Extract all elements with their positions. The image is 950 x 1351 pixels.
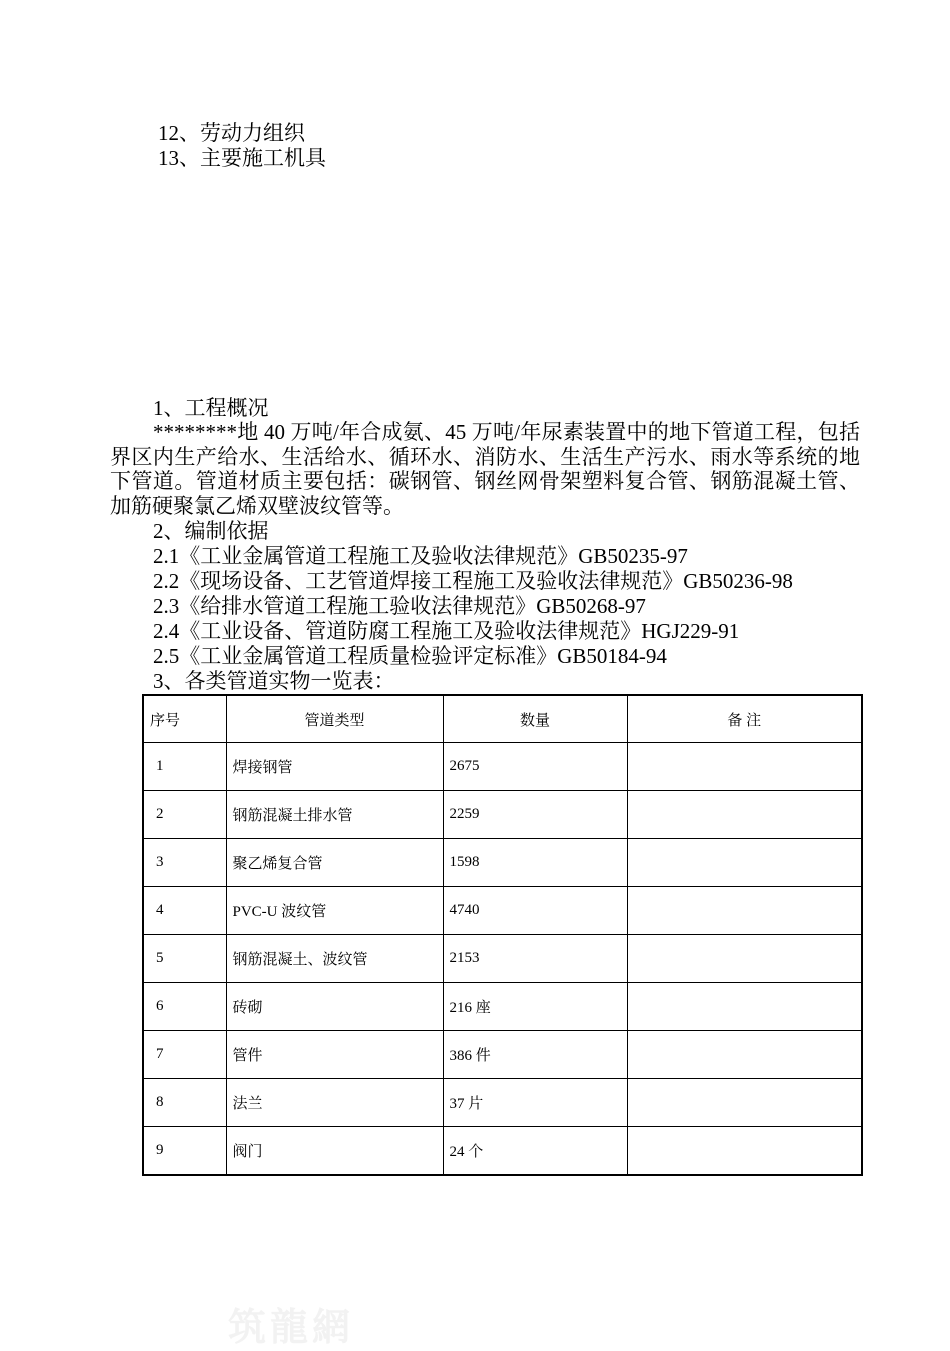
- cell-pipe-type: 钢筋混凝土排水管: [226, 791, 443, 839]
- cell-quantity: 2675: [443, 743, 627, 791]
- reference-2-2: 2.2《现场设备、工艺管道焊接工程施工及验收法律规范》GB50236-98: [153, 569, 793, 593]
- cell-index: 1: [143, 743, 226, 791]
- cell-remarks: [627, 791, 862, 839]
- header-quantity: 数量: [443, 695, 627, 743]
- reference-2-5: 2.5《工业金属管道工程质量检验评定标准》GB50184-94: [153, 644, 667, 668]
- reference-2-3: 2.3《给排水管道工程施工验收法律规范》GB50268-97: [153, 594, 646, 618]
- cell-pipe-type: 钢筋混凝土、波纹管: [226, 935, 443, 983]
- cell-remarks: [627, 743, 862, 791]
- cell-remarks: [627, 1079, 862, 1127]
- cell-index: 7: [143, 1031, 226, 1079]
- cell-pipe-type: 焊接钢管: [226, 743, 443, 791]
- pipe-inventory-table: [142, 694, 863, 1176]
- reference-2-4: 2.4《工业设备、管道防腐工程施工及验收法律规范》HGJ229-91: [153, 619, 740, 643]
- reference-2-1: 2.1《工业金属管道工程施工及验收法律规范》GB50235-97: [153, 544, 688, 568]
- toc-item-13: 13、主要施工机具: [158, 146, 326, 170]
- table-row: [143, 935, 862, 983]
- watermark-logo: 筑龍網: [228, 1307, 355, 1349]
- cell-remarks: [627, 1127, 862, 1176]
- cell-pipe-type: 聚乙烯复合管: [226, 839, 443, 887]
- cell-index: 6: [143, 983, 226, 1031]
- header-index: 序号: [143, 695, 226, 743]
- cell-quantity: 37 片: [443, 1079, 627, 1127]
- header-remarks: 备 注: [627, 695, 862, 743]
- cell-index: 2: [143, 791, 226, 839]
- cell-index: 5: [143, 935, 226, 983]
- table-row: [143, 743, 862, 791]
- cell-quantity: 24 个: [443, 1127, 627, 1176]
- table-row: [143, 1031, 862, 1079]
- table-row: [143, 887, 862, 935]
- table-row: [143, 1127, 862, 1176]
- cell-quantity: 216 座: [443, 983, 627, 1031]
- header-pipe-type: 管道类型: [226, 695, 443, 743]
- section-1-body: ********地 40 万吨/年合成氨、45 万吨/年尿素装置中的地下管道工程，包括界区内生产给水、生活给水、循环水、消防水、生活生产污水、雨水等系统的地下管道。管道材质主要包括：碳钢管、钢丝网骨架塑料复合管、钢筋混凝土管、加筋硬聚氯乙烯双壁波纹管等。: [110, 420, 860, 518]
- table-row: [143, 839, 862, 887]
- cell-pipe-type: 阀门: [226, 1127, 443, 1176]
- table-header-row: [143, 695, 862, 743]
- section-3-title: 3、各类管道实物一览表：: [153, 669, 395, 693]
- table-row: [143, 983, 862, 1031]
- section-1-title: 1、工程概况: [153, 396, 269, 420]
- cell-pipe-type: 管件: [226, 1031, 443, 1079]
- cell-quantity: 386 件: [443, 1031, 627, 1079]
- cell-remarks: [627, 887, 862, 935]
- cell-index: 9: [143, 1127, 226, 1176]
- cell-quantity: 1598: [443, 839, 627, 887]
- cell-index: 8: [143, 1079, 226, 1127]
- table-row: [143, 791, 862, 839]
- toc-item-12: 12、劳动力组织: [158, 121, 305, 145]
- section-2-title: 2、编制依据: [153, 519, 269, 543]
- cell-index: 3: [143, 839, 226, 887]
- cell-quantity: 4740: [443, 887, 627, 935]
- cell-pipe-type: 法兰: [226, 1079, 443, 1127]
- cell-remarks: [627, 1031, 862, 1079]
- cell-remarks: [627, 935, 862, 983]
- cell-index: 4: [143, 887, 226, 935]
- table-row: [143, 1079, 862, 1127]
- cell-remarks: [627, 839, 862, 887]
- cell-quantity: 2259: [443, 791, 627, 839]
- cell-pipe-type: PVC-U 波纹管: [226, 887, 443, 935]
- cell-remarks: [627, 983, 862, 1031]
- cell-pipe-type: 砖砌: [226, 983, 443, 1031]
- cell-quantity: 2153: [443, 935, 627, 983]
